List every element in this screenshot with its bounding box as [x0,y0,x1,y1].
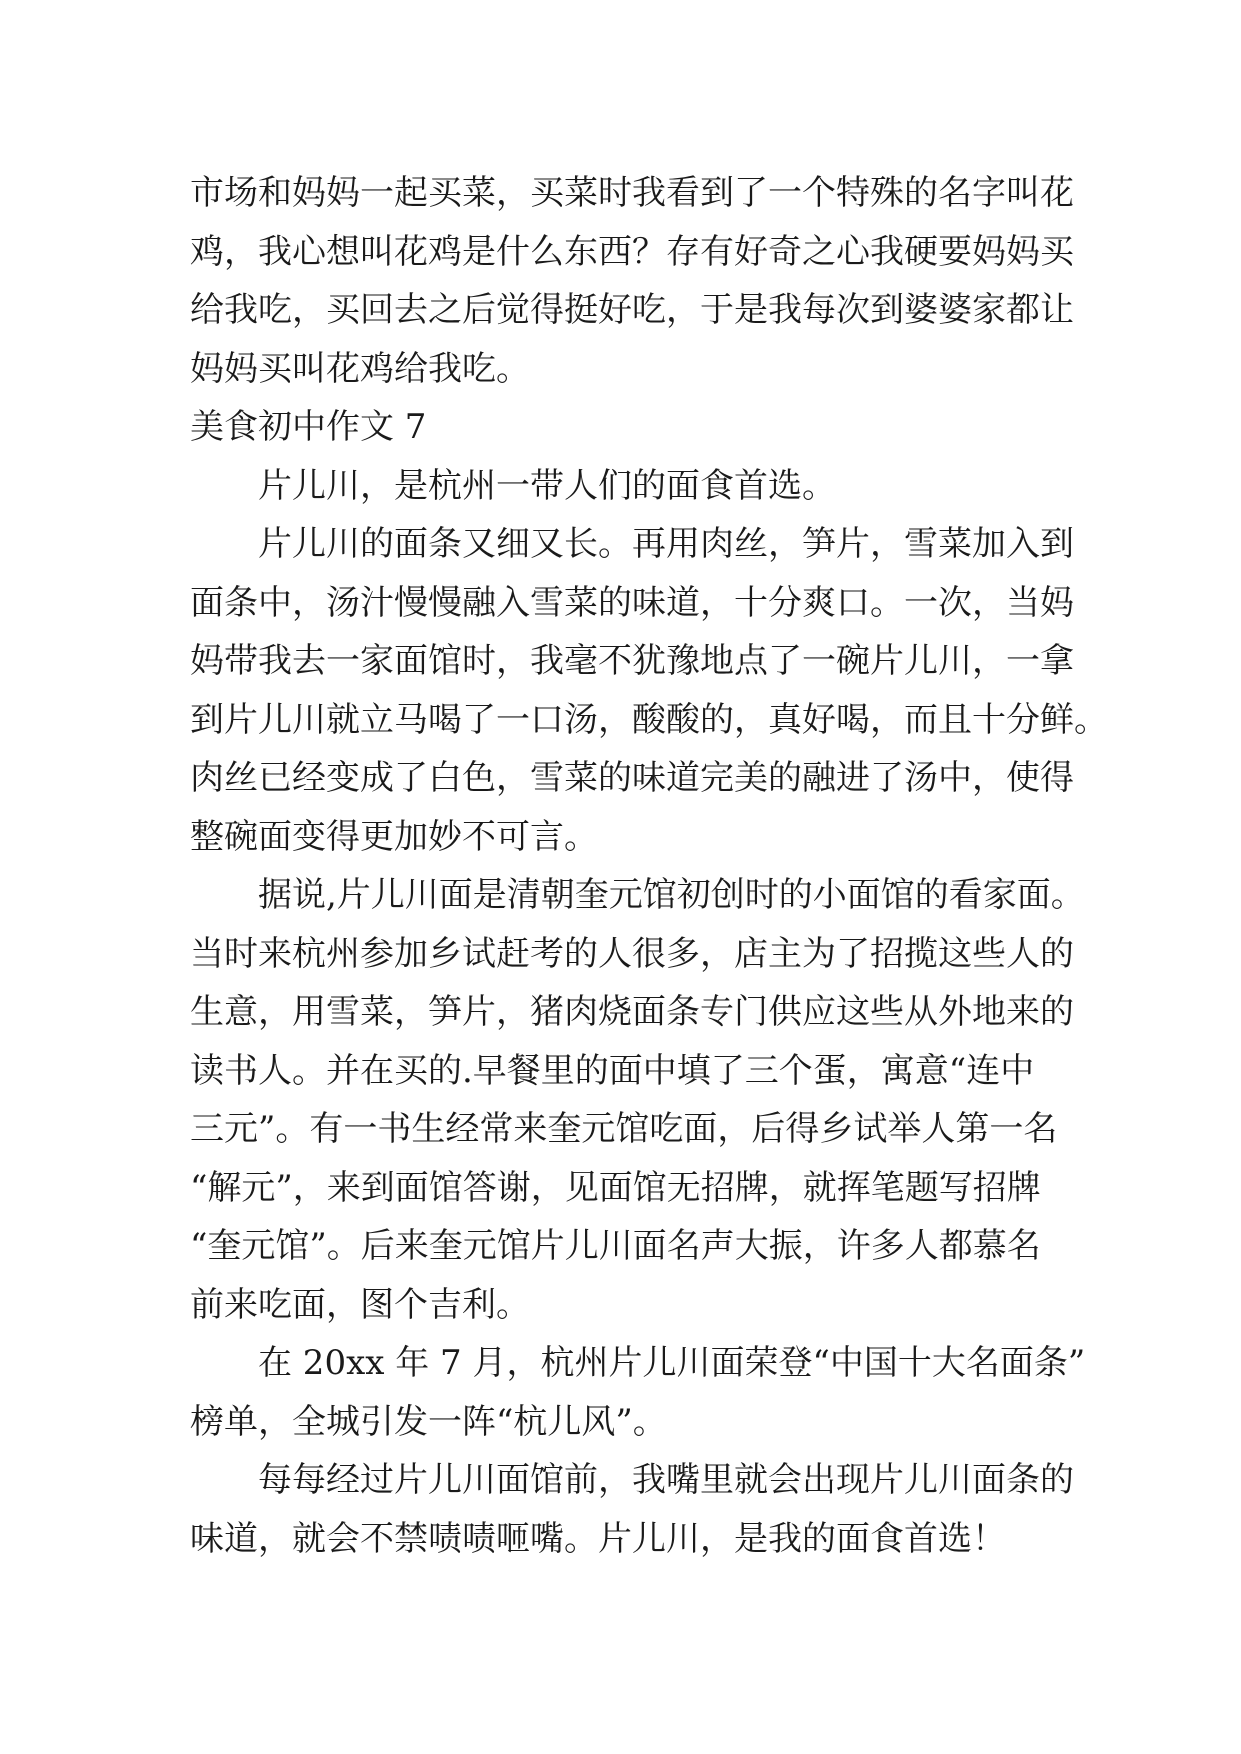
text-line: 三元”。有一书生经常来奎元馆吃面，后得乡试举人第一名 [190,1109,1058,1149]
text-line: 到片儿川就立马喝了一口汤，酸酸的，真好喝，而且十分鲜。 [190,699,1108,740]
text-line: 榜单，全城引发一阵“杭儿风”。 [190,1401,667,1442]
text-line: 妈妈买叫花鸡给我吃。 [190,348,530,389]
text-line: 前来吃面，图个吉利。 [190,1284,530,1325]
text-line: 给我吃，买回去之后觉得挺好吃，于是我每次到婆婆家都让 [190,290,1074,330]
text-line: 据说,片儿川面是清朝奎元馆初创时的小面馆的看家面。 [258,875,1085,915]
text-line: 面条中，汤汁慢慢融入雪菜的味道，十分爽口。一次，当妈 [190,582,1074,623]
text-line: 在 20xx 年 7 月，杭州片儿川面荣登“中国十大名面条” [258,1343,1086,1383]
text-line: “解元”，来到面馆答谢，见面馆无招牌，就挥笔题写招牌 [190,1167,1041,1208]
document-body [190,164,1108,1568]
section-heading: 美食初中作文 7 [190,407,427,447]
text-line: 市场和妈妈一起买菜，买菜时我看到了一个特殊的名字叫花 [190,173,1074,213]
text-line: 味道，就会不禁啧啧咂嘴。片儿川，是我的面食首选！ [190,1518,1006,1559]
text-line: 读书人。并在买的.早餐里的面中填了三个蛋，寓意“连中 [190,1050,1035,1091]
text-line: 片儿川，是杭州一带人们的面食首选。 [258,465,836,506]
text-line: 整碗面变得更加妙不可言。 [190,816,598,857]
text-line: 片儿川的面条又细又长。再用肉丝，笋片，雪菜加入到 [258,524,1074,564]
text-line: 生意，用雪菜，笋片，猪肉烧面条专门供应这些从外地来的 [190,992,1074,1032]
text-line: 鸡，我心想叫花鸡是什么东西？存有好奇之心我硬要妈妈买 [190,231,1074,272]
text-line: 当时来杭州参加乡试赶考的人很多，店主为了招揽这些人的 [190,933,1074,974]
text-line: 妈带我去一家面馆时，我毫不犹豫地点了一碗片儿川，一拿 [190,641,1074,681]
text-line: 肉丝已经变成了白色，雪菜的味道完美的融进了汤中，使得 [190,758,1074,798]
text-line: 每每经过片儿川面馆前，我嘴里就会出现片儿川面条的 [258,1460,1074,1500]
text-line: “奎元馆”。后来奎元馆片儿川面名声大振，许多人都慕名 [190,1226,1041,1266]
